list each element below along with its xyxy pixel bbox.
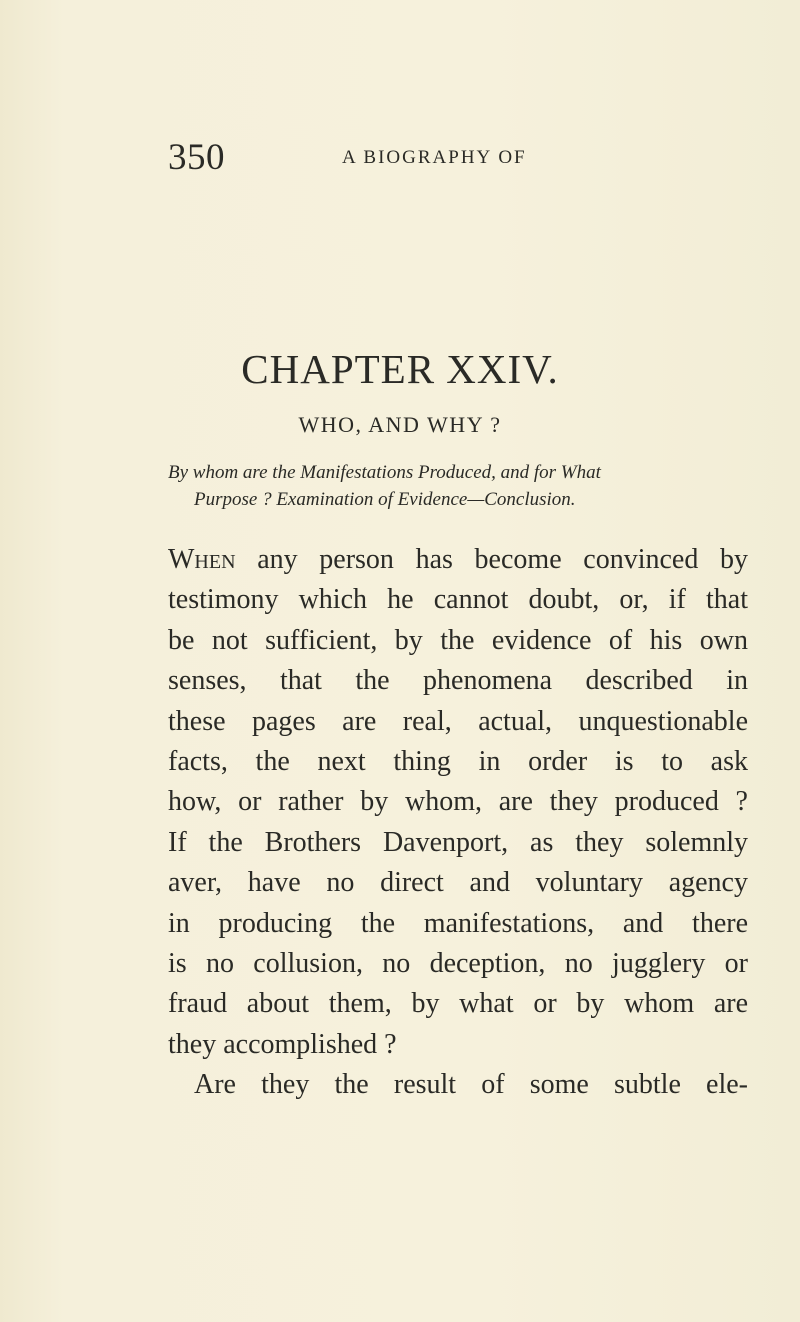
chapter-title: CHAPTER XXIV. — [241, 346, 559, 392]
body-line: testimony which he cannot doubt, or, if that — [168, 584, 748, 616]
body-line: is no collusion, no deception, no jugglery or — [168, 948, 748, 980]
body-line: be not sufficient, by the evidence of his own — [168, 624, 748, 656]
chapter-summary — [168, 459, 728, 513]
body-line: Are they the result of some subtle ele- — [194, 1069, 748, 1101]
body-line: If the Brothers Davenport, as they solemnly — [168, 826, 748, 858]
body-line: they accomplished ? — [168, 1028, 397, 1060]
body-line: fraud about them, by what or by whom are — [168, 988, 748, 1020]
summary-line: By whom are the Manifestations Produced, and for What — [168, 462, 601, 483]
running-head: A BIOGRAPHY OF — [342, 147, 527, 168]
body-line: facts, the next thing in order is to ask — [168, 746, 748, 778]
body-line: senses, that the phenomena described in — [168, 665, 748, 697]
page-number: 350 — [168, 137, 225, 178]
body-line: in producing the manifestations, and there — [168, 907, 748, 939]
body-line: aver, have no direct and voluntary agency — [168, 867, 748, 899]
body-line: these pages are real, actual, unquestionable — [168, 705, 748, 737]
summary-line: Purpose ? Examination of Evidence—Conclusion. — [194, 489, 576, 510]
page-header — [168, 138, 648, 178]
body-text — [168, 540, 748, 1106]
body-line: When any person has become convinced by — [168, 544, 748, 575]
body-line: how, or rather by whom, are they produced ? — [168, 786, 748, 818]
chapter-subtitle: WHO, AND WHY ? — [298, 412, 502, 437]
